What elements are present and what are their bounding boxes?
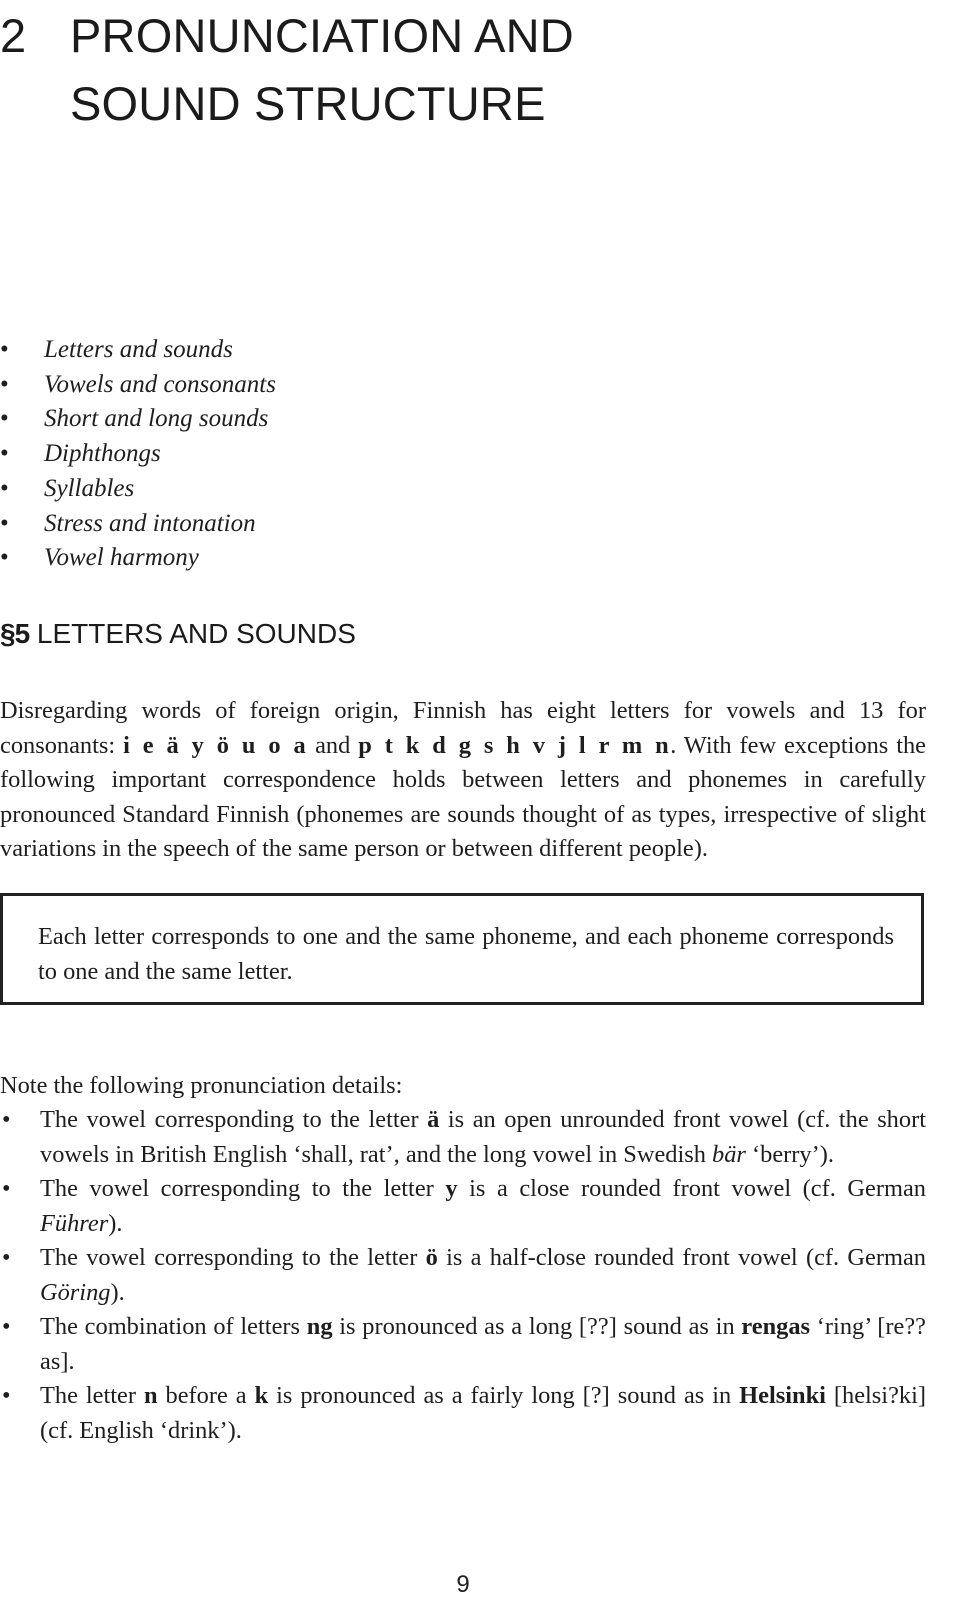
word-example: Führer (40, 1209, 109, 1237)
bullet: • (2, 1382, 11, 1409)
intro-text: and (307, 731, 359, 759)
topic-label: Diphthongs (44, 440, 161, 468)
note-intro: Note the following pronunciation details: (0, 1072, 403, 1100)
section-symbol: §5 (0, 618, 30, 649)
bullet: • (0, 336, 9, 363)
topic-item (0, 507, 276, 542)
intro-text: Disregarding words of foreign origin, Finnish has eight letters for vowels and 13 for consonants: (0, 697, 926, 759)
topic-item (0, 368, 276, 403)
bullet: • (0, 440, 9, 468)
detail-text: before a (157, 1382, 255, 1409)
bullet: • (0, 509, 9, 537)
consonant-letters: p t k d g s h v j l r m n (358, 731, 671, 759)
letter-example: y (445, 1175, 458, 1202)
bullet: • (2, 1106, 11, 1133)
detail-item (0, 1379, 926, 1448)
bullet: • (2, 1313, 11, 1340)
detail-text: The vowel corresponding to the letter (40, 1106, 428, 1133)
topic-item (0, 472, 276, 507)
topic-item (0, 541, 276, 576)
detail-text: is an open unrounded front vowel (cf. the short vowels in British English ‘shall, rat’, and the long vowel in Swedish (40, 1106, 926, 1168)
bullet: • (2, 1244, 11, 1271)
detail-text: The vowel corresponding to the letter (40, 1244, 426, 1271)
letter-example: ö (425, 1244, 438, 1271)
topic-label: Syllables (44, 474, 135, 502)
detail-item (0, 1172, 926, 1241)
chapter-topics-list (0, 333, 276, 576)
bullet: • (0, 544, 9, 572)
page-number: 9 (456, 1571, 470, 1598)
letter-example: ng (306, 1313, 333, 1340)
chapter-title-line-1: PRONUNCIATION AND (70, 9, 574, 62)
detail-text: is a half-close rounded front vowel (cf. German (437, 1244, 926, 1271)
letter-example: n (143, 1382, 158, 1409)
detail-item (0, 1310, 926, 1379)
detail-text: The letter (40, 1382, 144, 1409)
bullet: • (0, 370, 9, 398)
bullet: • (0, 405, 9, 433)
detail-text: The combination of letters (40, 1313, 307, 1340)
pronunciation-details-list (0, 1103, 926, 1448)
topic-item (0, 333, 276, 368)
detail-text: [helsi?ki] (cf. English ‘drink’). (40, 1382, 926, 1444)
section-title: LETTERS AND SOUNDS (29, 618, 356, 649)
detail-text: is pronounced as a fairly long [?] sound as in (268, 1382, 740, 1409)
letter-example: ä (427, 1106, 440, 1133)
topic-label: Vowel harmony (44, 544, 199, 572)
detail-item (0, 1103, 926, 1172)
detail-text: ). (110, 1278, 125, 1306)
letter-example: k (254, 1382, 269, 1409)
detail-text: is pronounced as a long [??] sound as in (332, 1313, 742, 1340)
topic-item (0, 402, 276, 437)
detail-text: ). (108, 1209, 123, 1237)
chapter-number: 2 (0, 9, 27, 62)
chapter-title-line-2: SOUND STRUCTURE (70, 77, 546, 130)
topic-item (0, 437, 276, 472)
vowel-letters: i e ä y ö u o a (123, 731, 308, 759)
detail-text: ‘ring’ [re??as]. (40, 1313, 927, 1375)
word-example: Göring (40, 1278, 111, 1306)
detail-text: ‘berry’). (745, 1140, 834, 1168)
word-example: rengas (741, 1313, 811, 1340)
topic-label: Letters and sounds (44, 336, 233, 363)
intro-text: . With few exceptions the following important correspondence holds between letters and phonemes in carefully pronounced Standard Finnish (phonemes are sounds thought of as types, irrespective of slight variations in the speech of the same person or between different people). (0, 731, 926, 863)
word-example: Helsinki (739, 1382, 826, 1409)
detail-item (0, 1241, 926, 1310)
intro-paragraph (0, 694, 926, 867)
word-example: bär (712, 1140, 746, 1168)
rule-box (0, 893, 924, 1005)
rule-text: Each letter corresponds to one and the same phoneme, and each phoneme corresponds to one and the same letter. (38, 923, 894, 985)
chapter-title (0, 2, 900, 138)
detail-text: The vowel corresponding to the letter (40, 1175, 446, 1202)
topic-label: Short and long sounds (44, 405, 269, 433)
topic-label: Vowels and consonants (44, 370, 276, 398)
bullet: • (2, 1175, 11, 1202)
bullet: • (0, 474, 9, 502)
section-heading (0, 616, 356, 652)
topic-label: Stress and intonation (44, 509, 256, 537)
detail-text: is a close rounded front vowel (cf. German (457, 1175, 926, 1202)
